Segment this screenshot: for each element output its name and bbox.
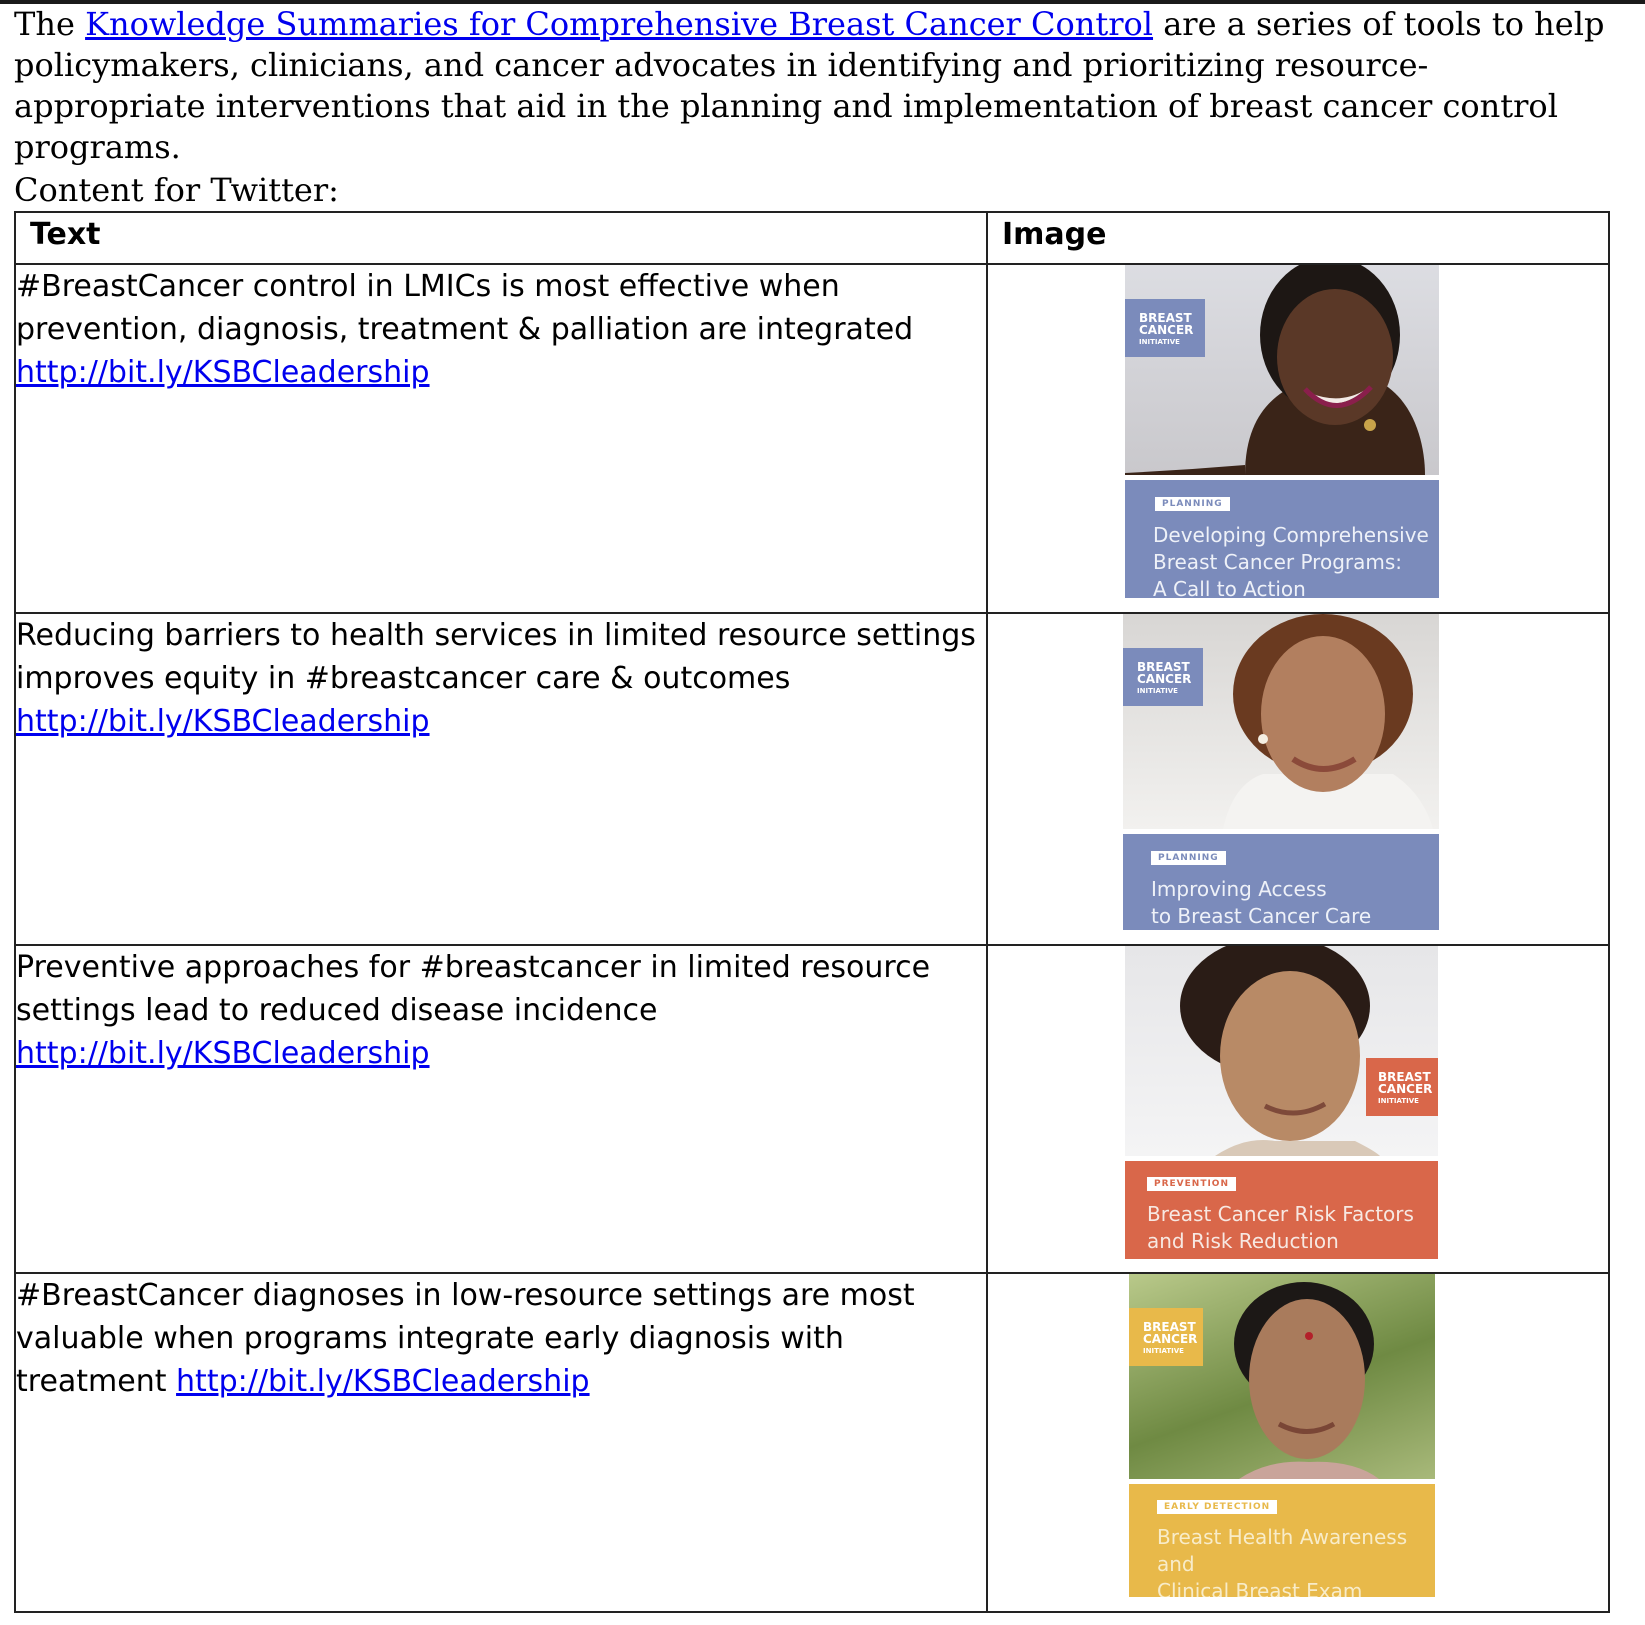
tweet-image-cell (987, 264, 1609, 613)
tweet-link[interactable]: http://bit.ly/KSBCleadership (16, 1035, 430, 1071)
intro-paragraph (14, 4, 1614, 168)
header-text: Text (15, 212, 987, 264)
table-row (15, 264, 1609, 613)
cover-image (1125, 265, 1439, 598)
cover-image (1125, 946, 1438, 1259)
cover-image (1123, 614, 1439, 930)
cover-photo (1125, 946, 1438, 1156)
breast-cancer-initiative-logo: BREAST CANCER INITIATIVE (1129, 1308, 1203, 1366)
cover-image (1129, 1274, 1435, 1597)
cover-category-tag: PLANNING (1151, 851, 1226, 865)
tweet-image-cell (987, 613, 1609, 944)
table-row (15, 613, 1609, 944)
cover-title: Breast Cancer Risk Factors and Risk Reduction (1147, 1201, 1414, 1253)
header-image: Image (987, 212, 1609, 264)
intro-suffix: are a series of tools to help policymakers, clinicians, and cancer advocates in identifying and prioritizing resource-appropriate interventions that aid in the planning and implementation of breast cancer control programs. (14, 5, 1605, 166)
tweet-link[interactable]: http://bit.ly/KSBCleadership (176, 1364, 590, 1400)
breast-cancer-initiative-logo: BREAST CANCER INITIATIVE (1125, 299, 1205, 357)
cover-title: Improving Access to Breast Cancer Care (1151, 877, 1372, 929)
cover-photo (1125, 265, 1439, 475)
knowledge-summaries-link[interactable]: Knowledge Summaries for Comprehensive Breast Cancer Control (85, 5, 1154, 43)
tweet-text: #BreastCancer diagnoses in low-resource settings are most valuable when programs integrate early diagnosis with treatment (16, 1278, 915, 1400)
breast-cancer-initiative-logo: BREAST CANCER INITIATIVE (1123, 648, 1203, 706)
table-row (15, 1273, 1609, 1612)
cover-photo (1129, 1274, 1435, 1479)
cover-title-band (1125, 480, 1439, 598)
tweet-text: Reducing barriers to health services in limited resource settings improves equity in #breastcancer care & outcomes (16, 618, 976, 697)
cover-title: Breast Health Awareness and Clinical Breast Exam (1157, 1525, 1408, 1598)
twitter-content-table (14, 211, 1610, 1613)
table-header-row (15, 212, 1609, 264)
tweet-link[interactable]: http://bit.ly/KSBCleadership (16, 704, 430, 740)
tweet-text-cell (15, 1273, 987, 1612)
cover-title-band (1129, 1484, 1435, 1597)
tweet-text-cell (15, 613, 987, 944)
table-row (15, 945, 1609, 1273)
cover-category-tag: EARLY DETECTION (1157, 1500, 1277, 1514)
twitter-caption: Content for Twitter: (14, 171, 339, 209)
tweet-text: Preventive approaches for #breastcancer in limited resource settings lead to reduced disease incidence (16, 949, 931, 1028)
tweet-link[interactable]: http://bit.ly/KSBCleadership (16, 355, 430, 391)
cover-category-tag: PREVENTION (1147, 1177, 1236, 1191)
tweet-text-cell (15, 264, 987, 613)
tweet-text-cell (15, 945, 987, 1273)
cover-title-band (1125, 1161, 1438, 1259)
cover-title-band (1123, 834, 1439, 930)
intro-prefix: The (14, 5, 86, 43)
cover-photo (1123, 614, 1439, 829)
tweet-image-cell (987, 945, 1609, 1273)
cover-category-tag: PLANNING (1155, 497, 1230, 511)
tweet-text: #BreastCancer control in LMICs is most effective when prevention, diagnosis, treatment & palliation are integrated (16, 269, 914, 348)
cover-title: Developing Comprehensive Breast Cancer Programs: A Call to Action (1153, 523, 1429, 599)
tweet-image-cell (987, 1273, 1609, 1612)
breast-cancer-initiative-logo: BREAST CANCER INITIATIVE (1366, 1058, 1438, 1116)
